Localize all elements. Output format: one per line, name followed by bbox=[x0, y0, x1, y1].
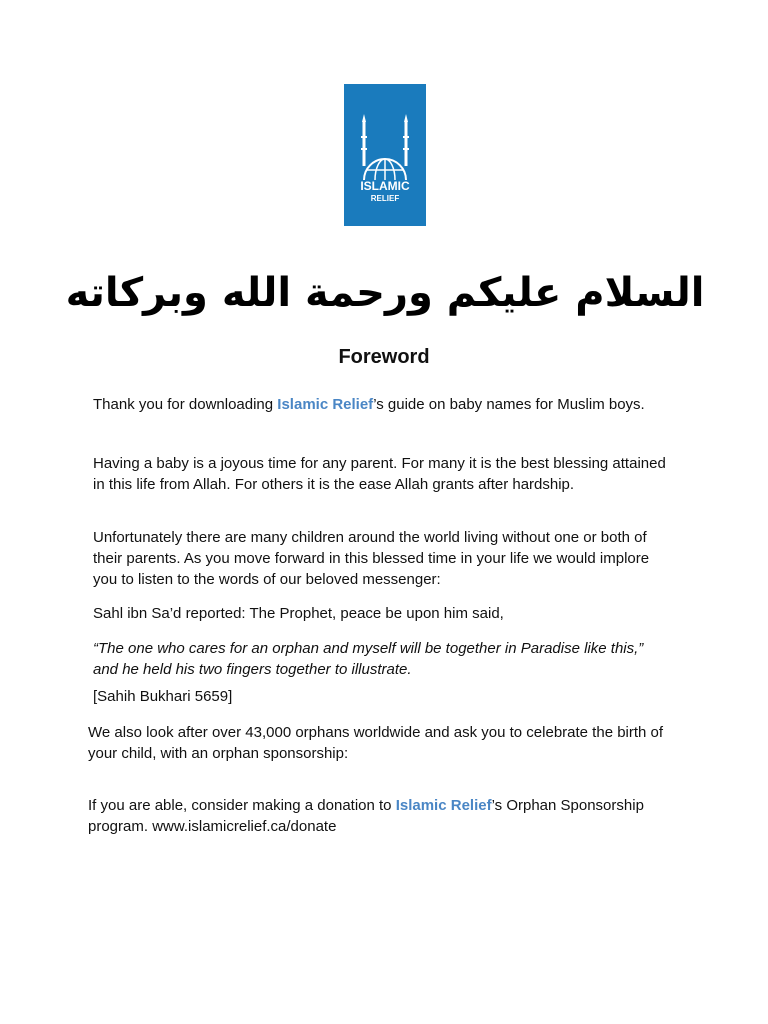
paragraph-donation bbox=[88, 795, 648, 837]
arabic-greeting: السلام عليكم ورحمة الله وبركاته bbox=[65, 270, 705, 316]
mosque-globe-icon bbox=[344, 84, 426, 226]
paragraph-joyous: Having a baby is a joyous time for any parent. For many it is the best blessing attained in this life from Allah. For others it is the ease Allah grants after hardship. bbox=[93, 455, 666, 493]
brand-name-link-2: Islamic Relief bbox=[395, 797, 492, 814]
donation-text-start: If you are able, consider making a donation to bbox=[88, 797, 396, 814]
paragraph-sponsorship: We also look after over 43,000 orphans worldwide and ask you to celebrate the birth of your child, with an orphan sponsorship: bbox=[88, 724, 664, 762]
logo-line2: RELIEF bbox=[370, 194, 400, 203]
paragraph-hadith-intro: Sahl ibn Sa’d reported: The Prophet, peace be upon him said, bbox=[93, 605, 504, 622]
islamic-relief-logo bbox=[344, 84, 426, 226]
hadith-citation: [Sahih Bukhari 5659] bbox=[93, 688, 233, 705]
intro-text-end: ’s guide on baby names for Muslim boys. bbox=[373, 396, 645, 413]
paragraph-intro bbox=[93, 394, 668, 415]
paragraph-orphans: Unfortunately there are many children around the world living without one or both of their parents. As you move forward in this blessed time in your life we would implore you to listen to the words of our beloved messenger: bbox=[93, 529, 650, 588]
page-title: Foreword bbox=[338, 346, 430, 368]
brand-name-link: Islamic Relief bbox=[277, 396, 374, 413]
donation-text-end: ’s Orphan Sponsorship program. www.islamicrelief.ca/donate bbox=[88, 797, 644, 835]
hadith-quote: “The one who cares for an orphan and myself will be together in Paradise like this,” and he held his two fingers together to illustrate. bbox=[93, 640, 644, 678]
logo-line1: ISLAMIC bbox=[360, 179, 410, 193]
intro-text-start: Thank you for downloading bbox=[93, 396, 278, 413]
